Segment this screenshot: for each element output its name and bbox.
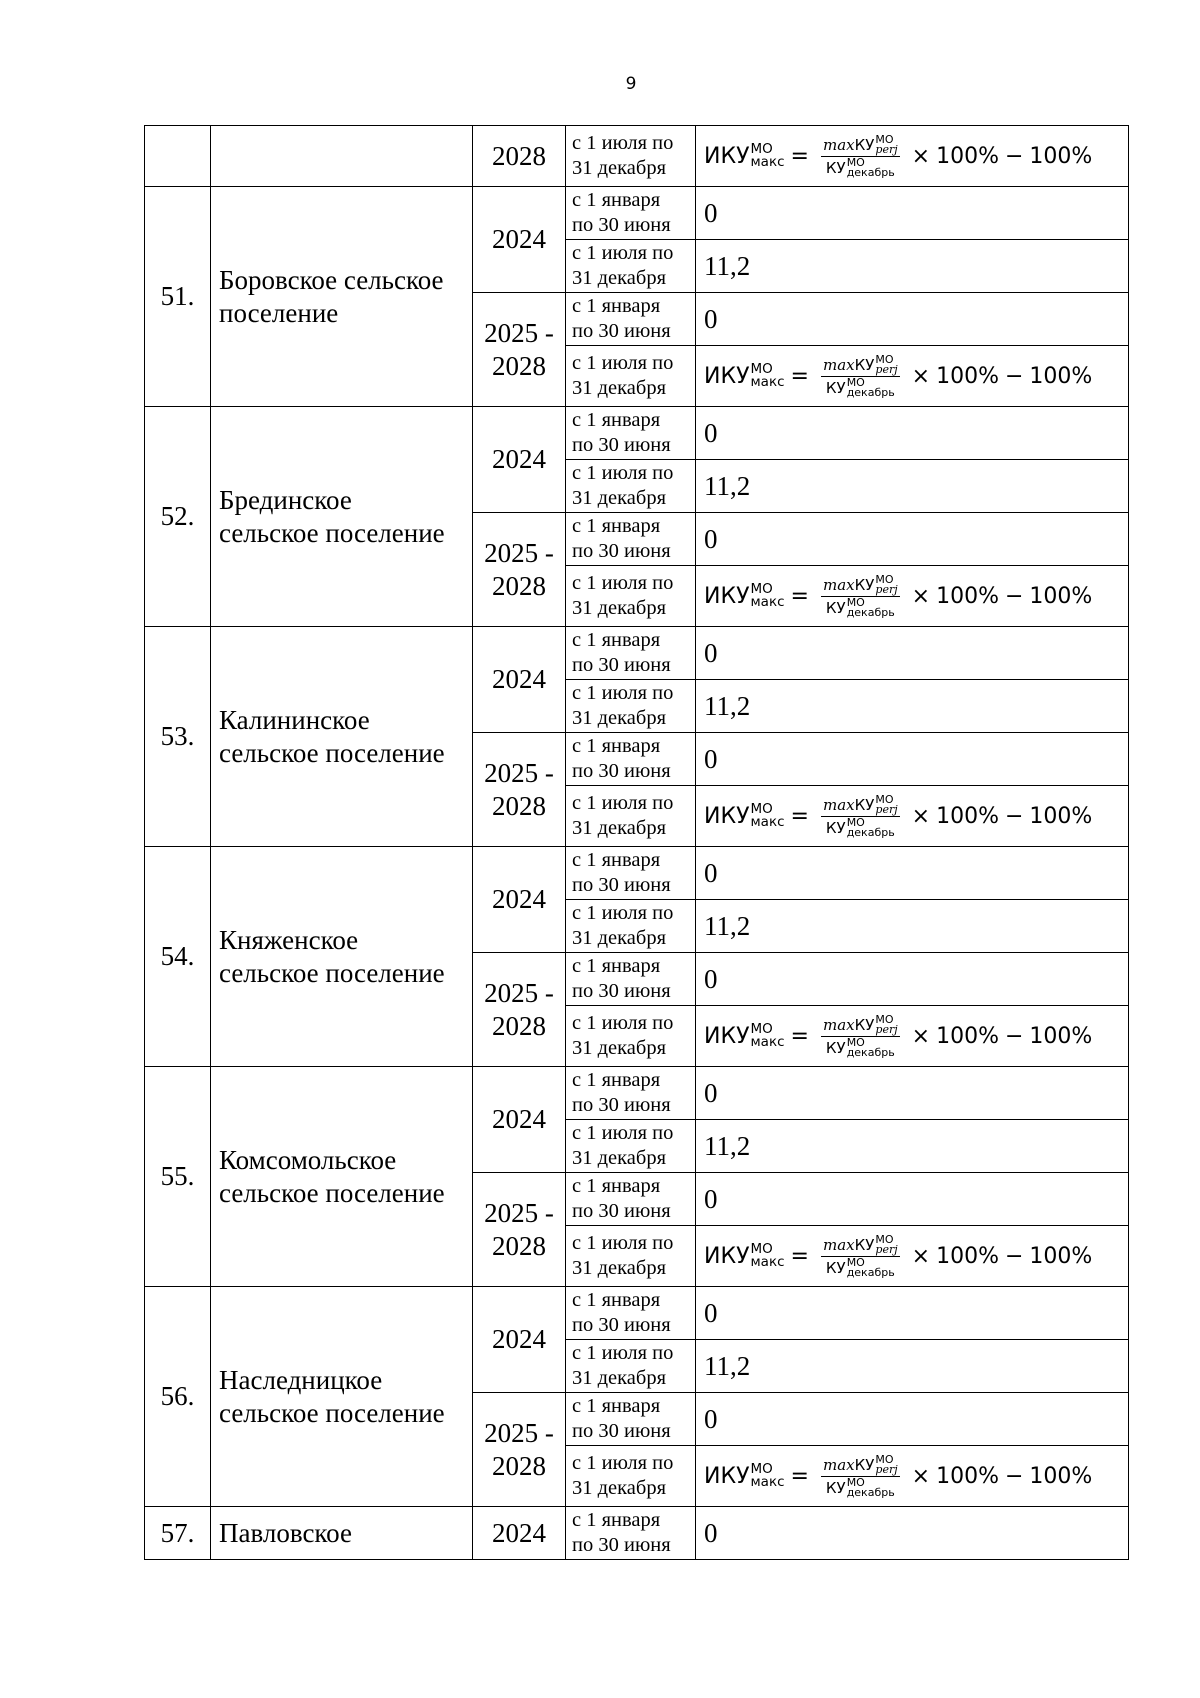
row-number: 51. xyxy=(145,187,211,407)
period-cell: с 1 июля по 31 декабря xyxy=(566,460,696,513)
formula: ИКУ МО макс = max КУ МО perj КУ МО декабрь × 100% − 100% xyxy=(704,132,1093,179)
value-cell: 11,2 xyxy=(696,900,1129,953)
value-cell: 0 xyxy=(696,953,1129,1006)
municipality-name: Калининское сельское поселение xyxy=(211,627,473,847)
period-cell: с 1 января по 30 июня xyxy=(566,1393,696,1446)
period-cell: с 1 июля по 31 декабря xyxy=(566,1006,696,1067)
table-row xyxy=(145,1067,1129,1120)
municipality-name-cell xyxy=(211,126,473,187)
period-cell: с 1 июля по 31 декабря xyxy=(566,900,696,953)
year-cell: 2025 - 2028 xyxy=(473,1393,566,1507)
value-cell: 11,2 xyxy=(696,1120,1129,1173)
value-cell: 11,2 xyxy=(696,680,1129,733)
value-cell: 0 xyxy=(696,1507,1129,1560)
value-cell xyxy=(696,566,1129,627)
value-cell: 0 xyxy=(696,513,1129,566)
year-cell: 2024 xyxy=(473,1287,566,1393)
value-cell: 11,2 xyxy=(696,460,1129,513)
period-cell: с 1 июля по 31 декабря xyxy=(566,1226,696,1287)
municipality-name: Павловское xyxy=(211,1507,473,1560)
row-number: 53. xyxy=(145,627,211,847)
table-row xyxy=(145,627,1129,680)
period-cell: с 1 июля по 31 декабря xyxy=(566,680,696,733)
period-cell: с 1 января по 30 июня xyxy=(566,627,696,680)
row-number: 54. xyxy=(145,847,211,1067)
period-cell: с 1 июля по 31 декабря xyxy=(566,1340,696,1393)
page-number: 9 xyxy=(625,74,637,94)
value-cell xyxy=(696,346,1129,407)
period-cell: с 1 января по 30 июня xyxy=(566,293,696,346)
row-number: 52. xyxy=(145,407,211,627)
value-cell: 0 xyxy=(696,1067,1129,1120)
municipality-name: Боровское сельское поселение xyxy=(211,187,473,407)
municipality-name: Брединское сельское поселение xyxy=(211,407,473,627)
year-cell: 2028 xyxy=(473,126,566,187)
row-number: 57. xyxy=(145,1507,211,1560)
formula: ИКУ МО макс = max КУ МО perj КУ МО декабрь × 100% − 100% xyxy=(704,792,1093,839)
year-cell: 2024 xyxy=(473,1067,566,1173)
value-cell xyxy=(696,1006,1129,1067)
formula: ИКУ МО макс = max КУ МО perj КУ МО декабрь × 100% − 100% xyxy=(704,352,1093,399)
value-cell: 11,2 xyxy=(696,240,1129,293)
row-number-cell xyxy=(145,126,211,187)
period-cell: с 1 июля по 31 декабря xyxy=(566,786,696,847)
value-cell: 0 xyxy=(696,733,1129,786)
value-cell: 11,2 xyxy=(696,1340,1129,1393)
period-cell: с 1 января по 30 июня xyxy=(566,733,696,786)
value-cell: 0 xyxy=(696,847,1129,900)
table-row xyxy=(145,847,1129,900)
value-cell: 0 xyxy=(696,293,1129,346)
row-number: 55. xyxy=(145,1067,211,1287)
table-row xyxy=(145,187,1129,240)
value-cell: 0 xyxy=(696,187,1129,240)
period-cell: с 1 января по 30 июня xyxy=(566,1173,696,1226)
period-cell: с 1 января по 30 июня xyxy=(566,1507,696,1560)
period-cell: с 1 января по 30 июня xyxy=(566,513,696,566)
year-cell: 2024 xyxy=(473,407,566,513)
value-cell xyxy=(696,1226,1129,1287)
formula: ИКУ МО макс = max КУ МО perj КУ МО декабрь × 100% − 100% xyxy=(704,1012,1093,1059)
value-cell: 0 xyxy=(696,1173,1129,1226)
year-cell: 2025 - 2028 xyxy=(473,1173,566,1287)
table-row xyxy=(145,1507,1129,1560)
formula: ИКУ МО макс = max КУ МО perj КУ МО декабрь × 100% − 100% xyxy=(704,1232,1093,1279)
period-cell: с 1 июля по 31 декабря xyxy=(566,1446,696,1507)
period-cell: с 1 июля по 31 декабря xyxy=(566,346,696,407)
value-cell xyxy=(696,786,1129,847)
period-cell: с 1 января по 30 июня xyxy=(566,1287,696,1340)
period-cell: с 1 января по 30 июня xyxy=(566,847,696,900)
year-cell: 2024 xyxy=(473,187,566,293)
municipality-name: Комсомольское сельское поселение xyxy=(211,1067,473,1287)
period-cell: с 1 января по 30 июня xyxy=(566,953,696,1006)
formula: ИКУ МО макс = max КУ МО perj КУ МО декабрь × 100% − 100% xyxy=(704,1452,1093,1499)
year-cell: 2025 - 2028 xyxy=(473,733,566,847)
year-cell: 2024 xyxy=(473,847,566,953)
value-cell: 0 xyxy=(696,407,1129,460)
table-row xyxy=(145,407,1129,460)
period-cell: с 1 июля по 31 декабря xyxy=(566,240,696,293)
value-cell xyxy=(696,1446,1129,1507)
year-cell: 2025 - 2028 xyxy=(473,953,566,1067)
period-cell: с 1 июля по 31 декабря xyxy=(566,566,696,627)
period-cell: с 1 июля по 31 декабря xyxy=(566,126,696,187)
year-cell: 2024 xyxy=(473,1507,566,1560)
row-number: 56. xyxy=(145,1287,211,1507)
value-cell: 0 xyxy=(696,1287,1129,1340)
formula: ИКУ МО макс = max КУ МО perj КУ МО декабрь × 100% − 100% xyxy=(704,572,1093,619)
year-cell: 2024 xyxy=(473,627,566,733)
period-cell: с 1 июля по 31 декабря xyxy=(566,1120,696,1173)
value-cell: 0 xyxy=(696,627,1129,680)
period-cell: с 1 января по 30 июня xyxy=(566,187,696,240)
value-cell: 0 xyxy=(696,1393,1129,1446)
value-cell xyxy=(696,126,1129,187)
period-cell: с 1 января по 30 июня xyxy=(566,1067,696,1120)
municipality-name: Наследницкое сельское поселение xyxy=(211,1287,473,1507)
table-row xyxy=(145,1287,1129,1340)
tariff-table xyxy=(144,125,1129,1560)
year-cell: 2025 - 2028 xyxy=(473,293,566,407)
municipality-name: Княженское сельское поселение xyxy=(211,847,473,1067)
year-cell: 2025 - 2028 xyxy=(473,513,566,627)
period-cell: с 1 января по 30 июня xyxy=(566,407,696,460)
